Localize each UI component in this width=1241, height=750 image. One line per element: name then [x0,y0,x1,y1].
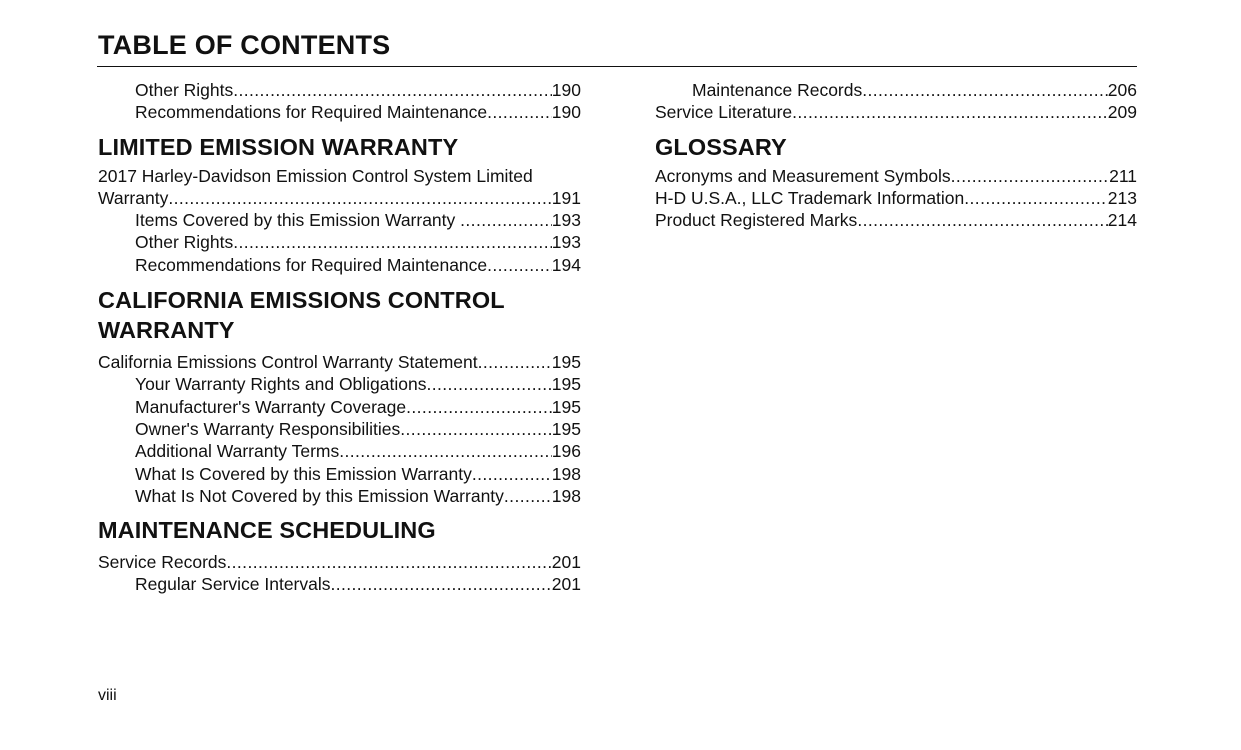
toc-entry-title: Owner's Warranty Responsibilities [135,418,401,439]
toc-entry-title: Service Records [98,552,227,573]
toc-entry-title: H-D U.S.A., LLC Trademark Information [655,187,965,208]
toc-entry-recommendations-190[interactable] [98,101,581,123]
toc-entry-title: What Is Covered by this Emission Warranty [135,463,472,484]
dot-leader [460,209,552,231]
toc-entry-title: Other Rights [135,80,234,100]
toc-entry-title: Recommendations for Required Maintenance [135,254,488,275]
toc-entry-title-line2: Warranty [98,187,169,208]
toc-entry-recommendations-194[interactable] [98,254,581,276]
dot-leader [168,187,551,209]
toc-entry-title-line1: 2017 Harley-Davidson Emission Control System Limited [98,165,533,186]
toc-entry-title: Regular Service Intervals [135,574,331,595]
toc-entry-title: Maintenance Records [692,80,863,100]
toc-entry-service-literature[interactable] [655,101,1137,123]
toc-entry-regular-service-intervals[interactable] [98,573,581,595]
dot-leader [400,418,552,440]
toc-entry-california-statement[interactable] [98,351,581,373]
toc-entry-page: 209 [1107,102,1137,123]
toc-left-column [98,79,581,596]
dot-leader [951,165,1109,187]
toc-entry-title: Items Covered by this Emission Warranty [135,210,461,231]
toc-entry-page: 190 [551,102,581,123]
toc-entry-page: 198 [551,485,581,506]
page-number: viii [98,687,117,704]
toc-entry-page: 206 [1107,80,1137,100]
dot-leader [233,79,552,101]
dot-leader [233,231,552,253]
toc-entry-title: Manufacturer's Warranty Coverage [135,396,407,417]
toc-entry-page: 211 [1109,165,1137,186]
section-heading-glossary: GLOSSARY [655,133,787,160]
dot-leader [857,209,1107,231]
toc-entry-title: California Emissions Control Warranty Statement [98,352,478,373]
toc-entry-page: 201 [551,552,581,573]
title-divider [97,66,1137,67]
toc-entry-page: 213 [1107,187,1137,208]
toc-entry-owner-responsibilities[interactable] [98,418,581,440]
toc-entry-page: 195 [551,374,581,395]
dot-leader [862,79,1108,101]
toc-entry-page: 201 [551,574,581,595]
toc-entry-title: Recommendations for Required Maintenance [135,102,488,123]
toc-entry-page: 193 [551,232,581,253]
toc-entry-page: 195 [551,418,581,439]
toc-entry-title: Product Registered Marks [655,210,858,231]
dot-leader [339,440,552,462]
toc-entry-title: Acronyms and Measurement Symbols [655,165,951,186]
toc-entry-page: 195 [551,396,581,417]
toc-entry-what-is-not-covered[interactable] [98,485,581,507]
toc-right-column [655,79,1137,231]
dot-leader [226,551,551,573]
toc-entry-other-rights-190[interactable] [98,79,581,101]
dot-leader [478,351,552,373]
toc-entry-page: 214 [1107,210,1137,231]
toc-entry-title: Other Rights [135,232,234,253]
toc-entry-service-records[interactable] [98,551,581,573]
section-heading-limited-emission-warranty: LIMITED EMISSION WARRANTY [98,133,459,160]
dot-leader [472,463,552,485]
toc-entry-page: 193 [551,210,581,231]
toc-entry-page: 194 [551,254,581,275]
toc-entry-page: 195 [551,352,581,373]
toc-entry-what-is-covered[interactable] [98,463,581,485]
toc-entry-items-covered-193[interactable] [98,209,581,231]
toc-entry-emission-control-limited-warranty[interactable] [98,165,581,210]
toc-entry-page: 191 [551,187,581,208]
toc-entry-rights-obligations[interactable] [98,373,581,395]
toc-entry-registered-marks[interactable] [655,209,1137,231]
toc-entry-trademark-information[interactable] [655,187,1137,209]
toc-entry-other-rights-193[interactable] [98,231,581,253]
dot-leader [487,254,552,276]
toc-entry-title: Service Literature [655,102,793,123]
toc-entry-page: 198 [551,463,581,484]
toc-entry-title: What Is Not Covered by this Emission Warranty [135,485,504,506]
dot-leader [427,373,552,395]
toc-entry-title: Additional Warranty Terms [135,441,340,462]
dot-leader [504,485,552,507]
toc-entry-manufacturer-coverage[interactable] [98,396,581,418]
dot-leader [406,396,552,418]
dot-leader [964,187,1108,209]
section-heading-maintenance-scheduling: MAINTENANCE SCHEDULING [98,517,436,544]
toc-entry-title: Your Warranty Rights and Obligations [135,374,427,395]
toc-entry-acronyms[interactable] [655,165,1137,187]
dot-leader [487,101,552,123]
section-heading-california-line2: WARRANTY [98,317,235,344]
toc-entry-page: 190 [551,80,581,100]
toc-entry-maintenance-records[interactable] [655,79,1137,101]
dot-leader [792,101,1108,123]
page-title: TABLE OF CONTENTS [98,30,391,60]
section-heading-california-line1: CALIFORNIA EMISSIONS CONTROL [98,287,505,314]
toc-entry-additional-terms[interactable] [98,440,581,462]
dot-leader [331,573,552,595]
toc-entry-page: 196 [551,441,581,462]
